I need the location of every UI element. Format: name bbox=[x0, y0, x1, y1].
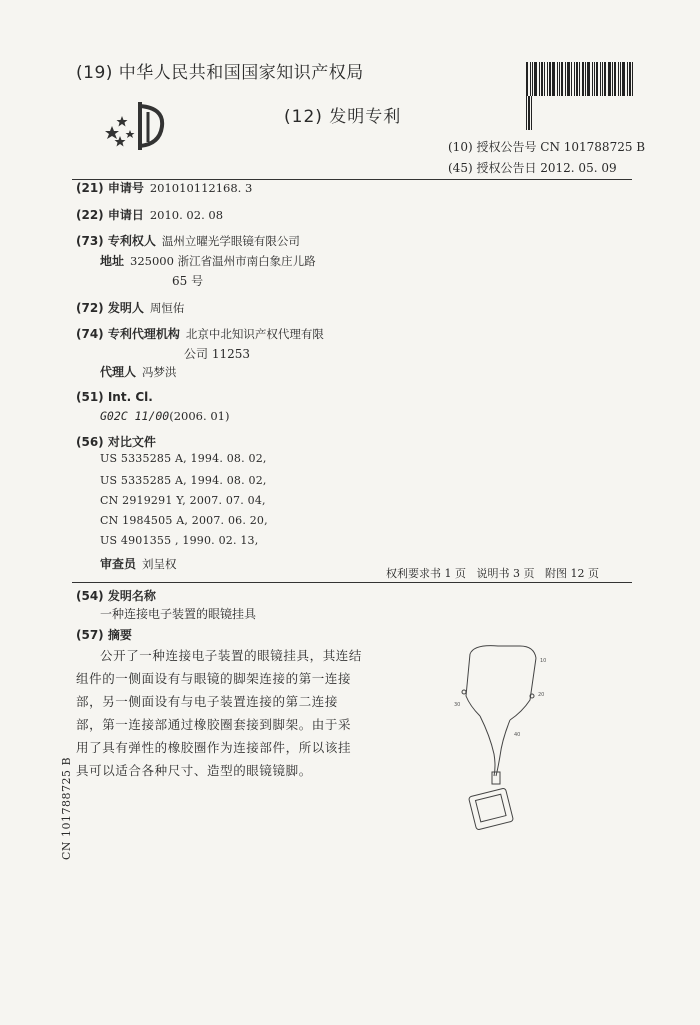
left-strap bbox=[480, 716, 495, 776]
inventor-row bbox=[76, 296, 184, 320]
barcode-bar bbox=[596, 62, 598, 96]
ring-left bbox=[462, 690, 466, 694]
barcode-bar bbox=[585, 62, 586, 96]
barcode bbox=[526, 62, 636, 102]
barcode-bar bbox=[614, 62, 616, 96]
field-label: (74) 专利代理机构 bbox=[76, 327, 180, 341]
field-label: (51) Int. Cl. bbox=[76, 390, 153, 404]
citations-label bbox=[76, 430, 156, 454]
connector bbox=[492, 772, 500, 784]
barcode-bar bbox=[552, 62, 555, 96]
page-count-info: 权利要求书 1 页 说明书 3 页 附图 12 页 bbox=[386, 567, 599, 580]
barcode-bar bbox=[526, 96, 527, 130]
abstract-figure bbox=[450, 636, 560, 836]
field-label: (56) 对比文件 bbox=[76, 435, 156, 449]
left-temple bbox=[466, 654, 480, 716]
publication-date: (45) 授权公告日 2012. 05. 09 bbox=[448, 161, 617, 175]
patent-office-emblem-icon bbox=[104, 98, 174, 154]
phone-screen bbox=[475, 794, 506, 822]
barcode-bar bbox=[557, 62, 558, 96]
citation-item: CN 1984505 A, 2007. 06. 20, bbox=[100, 514, 268, 527]
int-cl-row bbox=[100, 404, 229, 428]
citation-item: CN 2919291 Y, 2007. 07. 04, bbox=[100, 494, 266, 507]
barcode-bar bbox=[544, 62, 545, 96]
address-line2: 65 号 bbox=[172, 274, 204, 288]
field-value: 刘呈权 bbox=[142, 557, 177, 571]
barcode-bar bbox=[618, 62, 619, 96]
barcode-bar bbox=[632, 62, 633, 96]
barcode-bar bbox=[594, 62, 595, 96]
abstract-text: 公开了一种连接电子装置的眼镜挂具，其连结组件的一侧面设有与眼镜的脚架连接的第一连接部，另一侧面设有与电子装置连接的第二连接部，第一连接部通过橡胶圈套接到脚架。由于采用了具有弹性的橡胶圈作为连接部件，所以该挂具可以适合各种尺寸、造型的眼镜镜脚。 bbox=[76, 648, 363, 778]
invention-title: 一种连接电子装置的眼镜挂具 bbox=[100, 607, 257, 621]
barcode-bar bbox=[579, 62, 580, 96]
field-value: 冯梦洪 bbox=[142, 365, 177, 379]
barcode-bar bbox=[612, 62, 613, 96]
barcode-bar bbox=[526, 62, 528, 96]
svg-text:20: 20 bbox=[538, 692, 545, 698]
examiner-row bbox=[100, 552, 177, 576]
field-value: 201010112168. 3 bbox=[149, 181, 253, 195]
barcode-bar bbox=[582, 62, 584, 96]
section-divider bbox=[72, 582, 632, 583]
field-label: 审查员 bbox=[100, 557, 137, 571]
field-label: (57) 摘要 bbox=[76, 628, 132, 642]
office-title: (19) 中华人民共和国国家知识产权局 bbox=[76, 63, 364, 83]
barcode-bar bbox=[541, 62, 543, 96]
field-label: 代理人 bbox=[100, 365, 137, 379]
barcode-bar bbox=[608, 62, 611, 96]
svg-text:10: 10 bbox=[540, 658, 547, 664]
field-label: 地址 bbox=[100, 254, 125, 268]
barcode-bar bbox=[549, 62, 551, 96]
barcode-bar bbox=[620, 62, 621, 96]
barcode-bar bbox=[571, 62, 572, 96]
barcode-bar bbox=[561, 62, 563, 96]
field-value: 2010. 02. 08 bbox=[149, 208, 224, 222]
citation-item: US 4901355 , 1990. 02. 13, bbox=[100, 534, 259, 547]
barcode-bar bbox=[602, 62, 603, 96]
application-number-row bbox=[76, 176, 252, 200]
barcode-bar bbox=[547, 62, 548, 96]
field-value: 325000 浙江省温州市南白象庄儿路 bbox=[130, 254, 316, 268]
barcode-bar bbox=[600, 62, 601, 96]
barcode-bar bbox=[565, 62, 566, 96]
field-label: (72) 发明人 bbox=[76, 301, 144, 315]
right-temple bbox=[510, 658, 536, 720]
barcode-bar bbox=[592, 62, 593, 96]
barcode-bar bbox=[531, 96, 532, 130]
citation-item: US 5335285 A, 1994. 08. 02, bbox=[100, 452, 267, 465]
field-value: 周恒佑 bbox=[149, 301, 185, 315]
phone-device bbox=[468, 788, 513, 830]
barcode-bar bbox=[559, 62, 560, 96]
application-date-row bbox=[76, 203, 223, 227]
barcode-bar bbox=[587, 62, 590, 96]
agency-line2: 公司 11253 bbox=[184, 347, 250, 361]
field-value: 温州立曜光学眼镜有限公司 bbox=[161, 234, 300, 248]
barcode-bar bbox=[534, 62, 537, 96]
address-row bbox=[100, 249, 316, 273]
glasses-frame bbox=[470, 646, 536, 658]
svg-text:30: 30 bbox=[454, 702, 461, 708]
ipc-code: G02C 11/00 bbox=[100, 409, 170, 423]
field-value: 北京中北知识产权代理有限 bbox=[185, 327, 324, 341]
publication-number: (10) 授权公告号 CN 101788725 B bbox=[448, 140, 646, 154]
right-strap bbox=[496, 720, 510, 776]
barcode-bar bbox=[629, 62, 631, 96]
barcode-bar bbox=[604, 62, 606, 96]
svg-text:40: 40 bbox=[514, 732, 521, 738]
side-publication-number: CN 101788725 B bbox=[60, 756, 73, 860]
barcode-bar bbox=[622, 62, 625, 96]
barcode-bar bbox=[530, 62, 531, 96]
barcode-bar bbox=[574, 62, 575, 96]
citation-item: US 5335285 A, 1994. 08. 02, bbox=[100, 474, 267, 487]
barcode-bar bbox=[627, 62, 628, 96]
field-label: (22) 申请日 bbox=[76, 208, 144, 222]
barcode-bar bbox=[528, 96, 530, 130]
field-label: (73) 专利权人 bbox=[76, 234, 156, 248]
agent-row bbox=[100, 360, 177, 384]
field-label: (54) 发明名称 bbox=[76, 589, 156, 603]
barcode-bar bbox=[532, 62, 533, 96]
document-type: (12) 发明专利 bbox=[284, 107, 402, 127]
barcode-bar bbox=[539, 62, 540, 96]
barcode-bar bbox=[576, 62, 578, 96]
field-label: (21) 申请号 bbox=[76, 181, 144, 195]
ipc-date: (2006. 01) bbox=[169, 409, 230, 423]
barcode-bar bbox=[567, 62, 570, 96]
